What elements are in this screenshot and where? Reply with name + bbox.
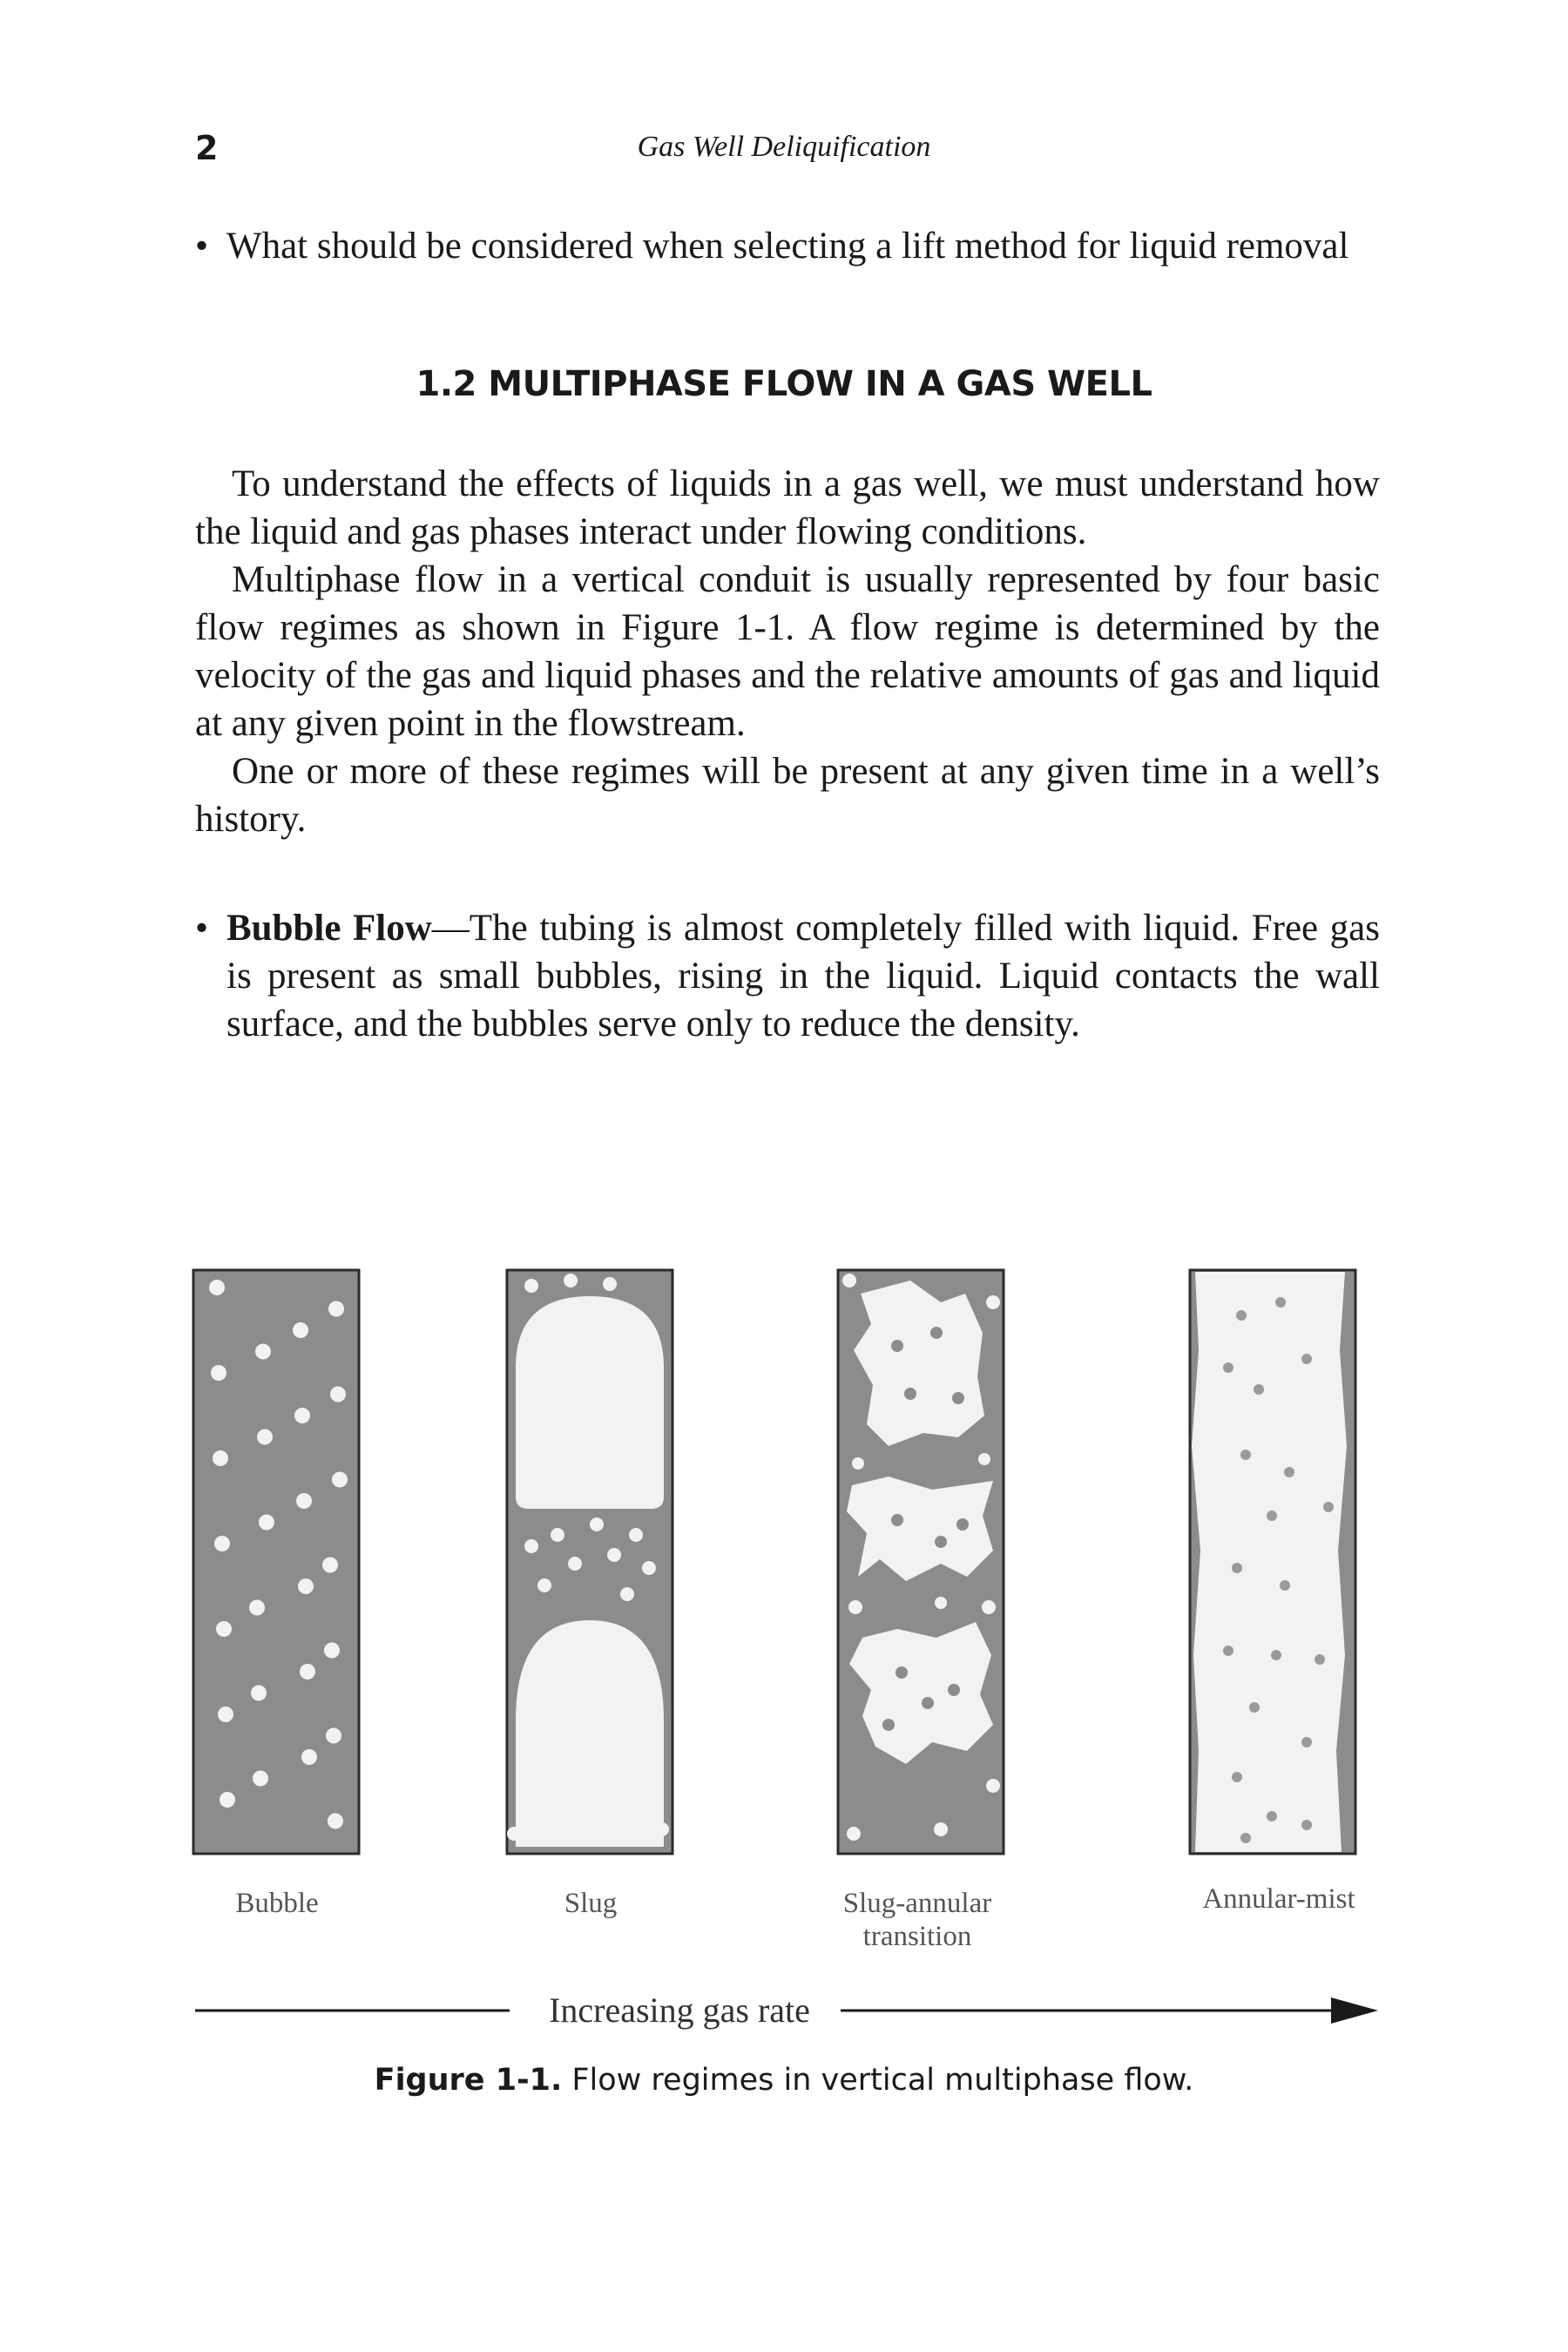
- slug-annular-diagram: [838, 1270, 1004, 1854]
- gas-bubble: [293, 1322, 308, 1338]
- label-slug-annular: Slug-annular: [842, 1888, 992, 1919]
- gas-bubble: [300, 1664, 315, 1680]
- taylor-bubble-lower: [516, 1620, 664, 1847]
- gas-bubble: [332, 1472, 348, 1488]
- gas-bubble: [249, 1600, 265, 1616]
- page-number: 2: [195, 129, 219, 167]
- annular-mist-diagram: [1190, 1270, 1355, 1854]
- em-dash: —: [431, 908, 470, 949]
- label-slug: Slug: [564, 1888, 618, 1919]
- bubble-flow-text: [226, 904, 1380, 1048]
- gas-bubble: [255, 1344, 271, 1360]
- label-annular-mist: Annular-mist: [1202, 1883, 1355, 1915]
- bubble-flow-description: The tubing is almost completely filled with liquid. Free gas is present as small bubbles, rising in the liquid. Liquid contacts the wall surface, and the bubbles serve only to reduce the density.: [226, 908, 1380, 1044]
- gas-rate-label: Increasing gas rate: [549, 1990, 810, 2030]
- gas-bubble: [218, 1707, 233, 1722]
- figure-caption: [0, 2063, 1568, 2098]
- taylor-bubble-upper: [516, 1296, 664, 1509]
- gas-bubble: [211, 1365, 226, 1381]
- gas-bubble: [328, 1814, 343, 1829]
- gas-bubble: [326, 1728, 341, 1744]
- flow-regimes-figure: [0, 1220, 1568, 2047]
- gas-bubble: [220, 1792, 235, 1808]
- bubble-flow-term: Bubble Flow: [226, 908, 432, 949]
- gas-bubble: [257, 1429, 273, 1445]
- gas-bubble: [298, 1578, 314, 1594]
- gas-bubble: [294, 1408, 310, 1423]
- gas-slug-upper: [854, 1281, 984, 1446]
- gas-bubble: [330, 1387, 346, 1402]
- gas-slug-middle: [847, 1477, 993, 1581]
- gas-bubble: [328, 1301, 344, 1317]
- intro-bullet-text: What should be considered when selecting a lift method for liquid removal: [226, 226, 1349, 267]
- running-title: Gas Well Deliquification: [637, 131, 931, 163]
- intro-bullet: [195, 222, 1380, 270]
- gas-bubble: [213, 1450, 228, 1466]
- bullet-dot-icon: •: [195, 908, 209, 949]
- caption-text: Flow regimes in vertical multiphase flow.: [571, 2063, 1194, 2098]
- arrow-head-icon: [1331, 1997, 1378, 2024]
- gas-bubble: [301, 1749, 317, 1765]
- caption-label: Figure 1-1.: [374, 2063, 563, 2098]
- bubble-flow-diagram: [193, 1270, 359, 1854]
- label-transition: transition: [862, 1921, 972, 1952]
- gas-bubble: [296, 1493, 312, 1509]
- gas-bubble: [322, 1558, 338, 1573]
- gas-bubble: [251, 1686, 267, 1701]
- gas-bubble: [209, 1280, 225, 1295]
- gas-bubble: [214, 1536, 230, 1551]
- bubble-flow-bullet: [195, 904, 1380, 1048]
- paragraph-2: Multiphase flow in a vertical conduit is usually represented by four basic flow regimes as shown in Figure 1-1. A flow regime is determined by the velocity of the gas and liquid phases and the relative amounts of gas and liquid at any given point in the flowstream.: [195, 559, 1380, 744]
- gas-core: [1192, 1272, 1347, 1852]
- label-bubble: Bubble: [235, 1888, 319, 1919]
- slug-flow-diagram: [507, 1270, 672, 1854]
- gas-bubble: [253, 1771, 268, 1787]
- gas-bubble: [324, 1643, 340, 1659]
- section-heading: 1.2 MULTIPHASE FLOW IN A GAS WELL: [416, 364, 1152, 404]
- gas-bubble: [216, 1621, 232, 1637]
- bullet-dot-icon: •: [195, 226, 209, 267]
- gas-bubble: [259, 1515, 274, 1531]
- paragraph-1: To understand the effects of liquids in a gas well, we must understand how the liquid and gas phases interact under flowing conditions.: [195, 463, 1380, 552]
- paragraph-3: One or more of these regimes will be present at any given time in a well’s history.: [195, 751, 1380, 840]
